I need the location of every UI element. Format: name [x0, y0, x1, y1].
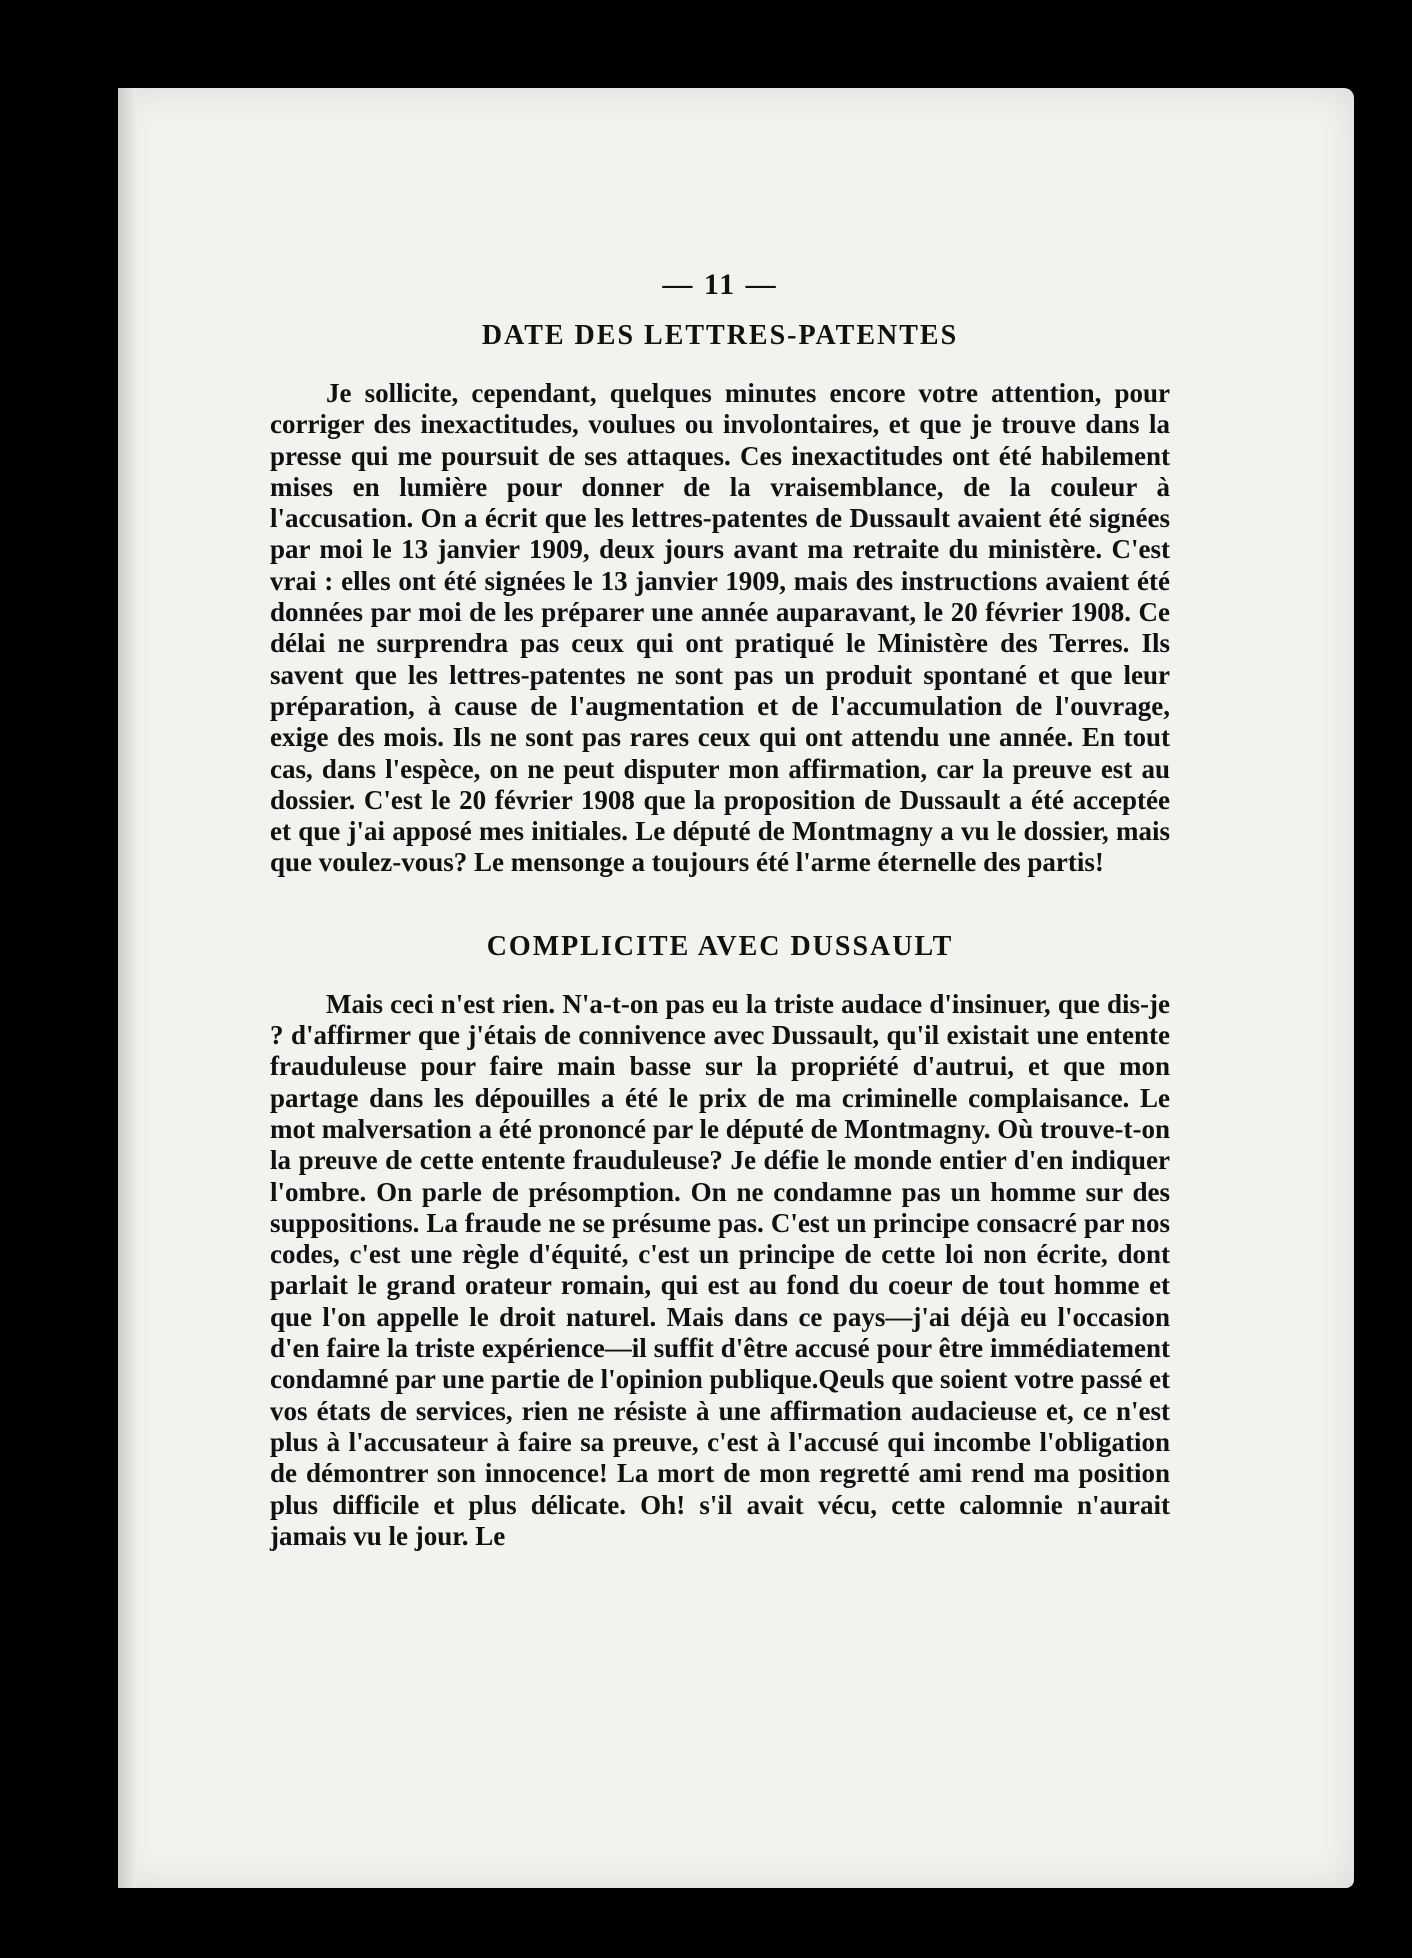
page-number: — 11 — — [662, 268, 778, 301]
document-page — [118, 88, 1354, 1888]
page-binding-edge — [118, 88, 136, 1888]
page-content — [270, 268, 1170, 1552]
section-heading: DATE DES LETTRES-PATENTES — [481, 320, 959, 351]
section-paragraph: Je sollicite, cependant, quelques minutes encore votre attention, pour corriger des inexactitudes, voulues ou involontaires, et que je trouve dans la presse qui me poursuit de ses attaques. Ces inexactitudes ont été habilement mises en lumière pour donner de la vraisemblance, de la couleur à l'accusation. On a écrit que les lettres-patentes de Dussault avaient été signées par moi le 13 janvier 1909, deux jours avant ma retraite du ministère. C'est vrai : elles ont été signées le 13 janvier 1909, mais des instructions avaient été données par moi de les préparer une année auparavant, le 20 février 1908. Ce délai ne surprendra pas ceux qui ont pratiqué le Ministère des Terres. Ils savent que les lettres-patentes ne sont pas un produit spontané et que leur préparation, à cause de l'augmentation et de l'accumulation de l'ouvrage, exige des mois. Ils ne sont pas rares ceux qui ont attendu une année. En tout cas, dans l'espèce, on ne peut disputer mon affirmation, car la preuve est au dossier. C'est le 20 février 1908 que la proposition de Dussault a été acceptée et que j'ai apposé mes initiales. Le député de Montmagny a vu le dossier, mais que voulez-vous? Le mensonge a toujours été l'arme éternelle des partis! — [270, 378, 1170, 878]
section-date-lettres-patentes — [270, 320, 1170, 879]
section-complicite-avec-dussault — [270, 931, 1170, 1552]
section-spacer — [270, 879, 1170, 931]
section-heading: COMPLICITE AVEC DUSSAULT — [486, 930, 954, 962]
section-paragraph: Mais ceci n'est rien. N'a-t-on pas eu la triste audace d'insinuer, que dis-je ? d'affirmer que j'étais de connivence avec Dussault, qu'il existait une entente frauduleuse pour faire main basse sur la propriété d'autrui, et que mon partage dans les dépouilles a été le prix de ma criminelle complaisance. Le mot malversation a été prononcé par le député de Montmagny. Où trouve-t-on la preuve de cette entente frauduleuse? Je défie le monde entier d'en indiquer l'ombre. On parle de présomption. On ne condamne pas un homme sur des suppositions. La fraude ne se présume pas. C'est un principe consacré par nos codes, c'est une règle d'équité, c'est un principe de cette loi non écrite, dont parlait le grand orateur romain, qui est au fond du coeur de tout homme et que l'on appelle le droit naturel. Mais dans ce pays—j'ai déjà eu l'occasion d'en faire la triste expérience—il suffit d'être accusé pour être immédiatement condamné par une partie de l'opinion publique.Qeuls que soient votre passé et vos états de services, rien ne résiste à une affirmation audacieuse et, ce n'est plus à l'accusateur à faire sa preuve, c'est à l'accusé qui incombe l'obligation de démontrer son innocence! La mort de mon regretté ami rend ma position plus difficile et plus délicate. Oh! s'il avait vécu, cette calomnie n'aurait jamais vu le jour. Le — [270, 988, 1170, 1551]
